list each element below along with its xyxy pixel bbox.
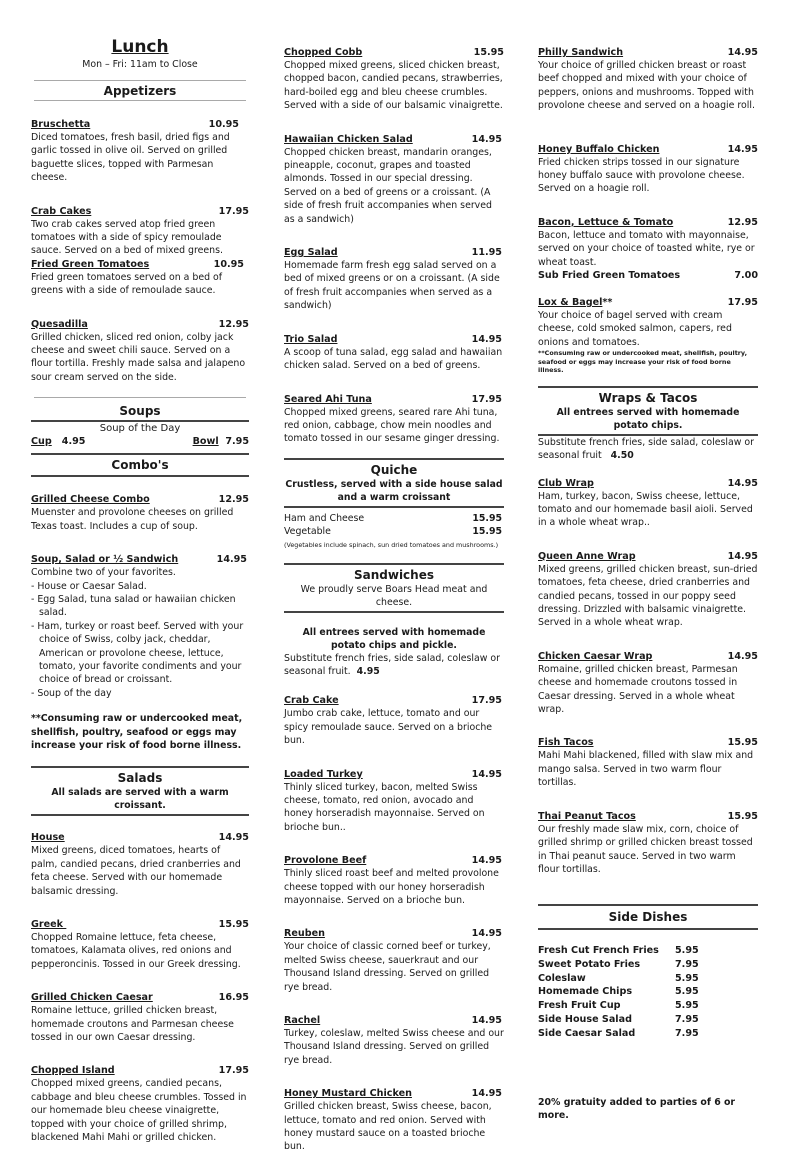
wraps-note: All entrees served with homemade potato chips. [556, 406, 740, 431]
menu-item [538, 477, 758, 530]
item-description: Mixed greens, diced tomatoes, hearts of palm, candied pecans, dried cranberries and feta cheese. Served with our homemade balsamic dressing. [31, 845, 241, 897]
soup-prices [31, 435, 249, 449]
item-name: Quesadilla [31, 318, 88, 330]
menu-item [31, 258, 249, 298]
item-description: Mahi Mahi blackened, filled with slaw mix and mango salsa. Served in two warm flour tortillas. [538, 750, 754, 789]
item-price: 14.95 [727, 550, 758, 562]
item-name: Honey Buffalo Chicken [538, 143, 660, 155]
menu-item [31, 991, 249, 1044]
quiche-title: Quiche [370, 462, 418, 477]
sides-list [538, 944, 758, 1040]
item-price: 14.95 [471, 855, 502, 867]
quiche-list [284, 512, 504, 550]
menu-item [284, 46, 504, 113]
sandwiches-subtitle: We proudly serve Boars Head meat and cheese. [300, 583, 488, 608]
menu-item [538, 296, 758, 375]
health-warning-small: **Consuming raw or undercooked meat, shellfish, poultry, seafood or eggs may increase your risk of food borne illness. [538, 349, 747, 375]
gratuity-note: 20% gratuity added to parties of 6 or more. [538, 1097, 736, 1122]
item-name: Hawaiian Chicken Salad [284, 133, 413, 145]
substitute-text: Substitute french fries, side salad, coleslaw or seasonal fruit [538, 436, 754, 462]
item-name: Lox & Bagel [538, 297, 603, 309]
divider [34, 100, 246, 101]
item-description: Bacon, lettuce and tomato with mayonnaise, served on your choice of toasted white, rye or wheat toast. [538, 229, 755, 268]
page-title: Lunch [111, 37, 169, 57]
item-price: 15.95 [472, 512, 502, 524]
item-description: Grilled chicken breast, Swiss cheese, bacon, lettuce, tomato and red onion. Served with honey mustard sauce on a toasted brioche bun. [284, 1101, 492, 1153]
cup-price: 4.95 [61, 436, 86, 448]
item-name: Club Wrap [538, 477, 594, 489]
item-description: Homemade farm fresh egg salad served on a bed of mixed greens or on a croissant. (A side of fresh fruit accompanies when served as a sandwich) [284, 260, 500, 312]
item-name: Bruschetta [31, 119, 91, 130]
substitute-text: Substitute french fries, side salad, coleslaw or seasonal fruit. [284, 652, 500, 677]
item-price: 11.95 [471, 247, 502, 259]
sandwiches-note: All entrees served with homemade potato chips and pickle. [302, 626, 486, 651]
item-price: 17.95 [218, 205, 249, 217]
item-price: 17.95 [471, 695, 502, 707]
item-name: Philly Sandwich [538, 47, 624, 58]
item-price: 14.95 [727, 143, 758, 155]
divider [34, 397, 246, 398]
quiche-header [284, 458, 504, 508]
item-description: Your choice of grilled chicken breast or roast beef chopped and mixed with your choice of peppers, onions and mushrooms. Topped with provolone cheese and served on a hoagie roll. [538, 60, 755, 112]
cup-label: Cup [31, 436, 52, 448]
quiche-note: Crustless, served with a side house salad and a warm croissant [285, 478, 503, 503]
menu-item [31, 205, 249, 258]
item-price: 17.95 [471, 393, 502, 405]
item-name: Crab Cakes [31, 205, 92, 217]
menu-item [31, 493, 249, 533]
substitute-note [538, 436, 758, 463]
item-name: Provolone Beef [284, 855, 367, 867]
item-price: 14.95 [471, 333, 502, 345]
hours-text: Mon – Fri: 11am to Close [82, 59, 198, 70]
item-price: 17.95 [727, 297, 758, 309]
menu-item [284, 768, 504, 835]
item-name: House [31, 832, 65, 844]
item-price: 12.95 [218, 494, 249, 506]
menu-column-1 [31, 0, 249, 1144]
item-description: Combine two of your favorites. [31, 567, 176, 579]
soup-of-day: Soup of the Day [99, 423, 181, 435]
item-description: Mixed greens, grilled chicken breast, sun-dried tomatoes, feta cheese, dried cranberries and candied pecans, tossed in our poppy seed dressing. Drizzled with balsamic vinaigrette. Served in a whole wheat wrap. [538, 563, 758, 629]
sub-fgt-price: 7.00 [734, 270, 758, 282]
divider [34, 80, 246, 81]
item-price: 15.95 [727, 810, 758, 822]
item-description: Chopped mixed greens, candied pecans, cabbage and bleu cheese crumbles. Tossed in our homemade bleu cheese vinaigrette, topped with your choice of grilled shrimp, blackened Mahi Mahi or grilled chicken. [31, 1078, 247, 1144]
item-description: Two crab cakes served atop fried green tomatoes with a side of spicy remoulade sauce. Served on a bed of mixed greens. [31, 218, 223, 257]
item-description: Your choice of classic corned beef or turkey, melted Swiss cheese, sauerkraut and our Thousand Island dressing. Served on grilled rye bread. [284, 941, 491, 993]
item-description: Muenster and provolone cheeses on grilled Texas toast. Includes a cup of soup. [31, 507, 234, 532]
menu-header [31, 37, 249, 71]
item-name: Ham and Cheese [284, 512, 365, 524]
item-name: Queen Anne Wrap [538, 550, 636, 562]
item-price: 12.95 [218, 318, 249, 330]
item-description: Fried green tomatoes served on a bed of greens with a side of remoulade sauce. [31, 271, 223, 297]
menu-item [284, 333, 504, 373]
bowl-price: 7.95 [225, 436, 249, 448]
item-name: Greek [31, 919, 67, 930]
item-description: Thinly sliced roast beef and melted provolone cheese topped with our honey horseradish mayonnaise. Served on a brioche bun. [284, 868, 499, 906]
item-description: Chopped chicken breast, mandarin oranges, pineapple, coconut, grapes and toasted almonds. Tossed in our special dressing. Served on a bed of greens or a croissant. (A side of fresh fruit accompanies when served as a sandwich) [284, 146, 492, 225]
item-price: 16.95 [218, 992, 249, 1004]
menu-item [284, 1014, 504, 1067]
item-price: 14.95 [727, 477, 758, 489]
item-name: Crab Cake [284, 695, 339, 707]
item-description: A scoop of tuna salad, egg salad and hawaiian chicken salad. Served on a bed of greens. [284, 346, 503, 372]
salads-note: All salads are served with a warm croissant. [51, 787, 229, 812]
menu-column-3 [538, 0, 758, 1132]
list-item: - Egg Salad, tuna salad or hawaiian chicken salad. [31, 593, 236, 619]
menu-item [284, 133, 504, 226]
salads-header [31, 766, 249, 816]
item-price: 15.95 [472, 526, 502, 538]
combo-options-list [31, 580, 249, 701]
item-price: 15.95 [218, 919, 249, 930]
item-price: 15.95 [473, 47, 504, 58]
menu-item [31, 1064, 249, 1144]
quiche-footnote: (Vegetables include spinach, sun dried tomatoes and mushrooms.) [284, 540, 499, 549]
item-name: Soup, Salad or ½ Sandwich [31, 554, 179, 566]
list-item: Side House Salad 7.95 [538, 1013, 699, 1025]
appetizers-title: Appetizers [103, 84, 177, 98]
item-description: Romaine lettuce, grilled chicken breast, homemade croutons and Parmesan cheese tossed in our own Caesar dressing. [31, 1005, 234, 1044]
salads-title: Salads [117, 771, 163, 786]
menu-item [284, 854, 504, 907]
combos-header [31, 453, 249, 477]
item-name: Chopped Cobb [284, 47, 363, 58]
list-item: - House or Caesar Salad. [31, 580, 147, 592]
item-name: Honey Mustard Chicken [284, 1088, 412, 1100]
item-name: Chicken Caesar Wrap [538, 650, 653, 662]
menu-item [31, 831, 249, 898]
list-item: - Ham, turkey or roast beef. Served with your choice of Swiss, colby jack, cheddar, American or provolone cheese, lettuce, tomato, your favorite condiments and your choice of bread or croissant. [31, 620, 244, 686]
item-price: 14.95 [218, 832, 249, 844]
item-description: Your choice of bagel served with cream cheese, cold smoked salmon, capers, red onions and tomatoes. [538, 310, 732, 348]
bowl-label: Bowl [192, 436, 219, 448]
item-name: Grilled Cheese Combo [31, 494, 150, 506]
menu-item [284, 1087, 504, 1154]
wraps-title: Wraps & Tacos [598, 390, 698, 405]
divider [538, 928, 758, 930]
item-name: Loaded Turkey [284, 768, 363, 780]
item-description: Diced tomatoes, fresh basil, dried figs and garlic tossed in olive oil. Served on grilled baguette slices, topped with Parmesan cheese. [31, 132, 230, 184]
item-price: 10.95 [208, 119, 239, 130]
menu-item [31, 918, 249, 971]
substitute-note [284, 652, 504, 679]
item-name: Reuben [284, 928, 325, 940]
item-description: Turkey, coleslaw, melted Swiss cheese and our Thousand Island dressing. Served on grilled rye bread. [284, 1028, 504, 1066]
list-item: Homemade Chips 5.95 [538, 986, 699, 998]
menu-column-2 [284, 0, 504, 1154]
menu-item [538, 46, 758, 113]
divider [538, 904, 758, 906]
item-description: Chopped mixed greens, seared rare Ahi tuna, red onion, cabbage, chow mein noodles and tomato tossed in our sesame ginger dressing. [284, 406, 500, 445]
item-name: Fried Green Tomatoes [31, 258, 150, 270]
menu-item [538, 650, 758, 717]
item-name-suffix: ** [602, 297, 613, 309]
sub-fgt-name: Sub Fried Green Tomatoes [538, 270, 681, 282]
sandwiches-header [284, 563, 504, 613]
menu-item [538, 810, 758, 877]
sides-title: Side Dishes [608, 910, 688, 925]
item-price: 14.95 [471, 1088, 502, 1100]
item-description: Romaine, grilled chicken breast, Parmesan cheese and homemade croutons tossed in Caesar dressing. Served in a whole wheat wrap. [538, 663, 738, 716]
item-price: 14.95 [727, 47, 758, 58]
menu-item [31, 553, 249, 700]
item-name: Chopped Island [31, 1065, 115, 1077]
wraps-header [538, 386, 758, 436]
item-description: Jumbo crab cake, lettuce, tomato and our spicy remoulade sauce. Served on a brioche bun. [284, 708, 493, 747]
list-item: Coleslaw 5.95 [538, 972, 699, 984]
item-price: 14.95 [471, 133, 502, 145]
item-price: 12.95 [727, 216, 758, 228]
item-name: Trio Salad [284, 333, 338, 345]
item-name: Bacon, Lettuce & Tomato [538, 216, 674, 228]
menu-item [538, 143, 758, 196]
item-price: 17.95 [218, 1065, 249, 1077]
item-price: 14.95 [471, 1015, 502, 1027]
item-price: 14.95 [471, 768, 502, 780]
item-name: Grilled Chicken Caesar [31, 992, 153, 1004]
item-description: Our freshly made slaw mix, corn, choice of grilled shrimp or grilled chicken breast tossed in Thai peanut sauce. Served in two warm flour tortillas. [538, 823, 753, 875]
substitute-price: 4.50 [610, 450, 634, 462]
menu-item [31, 318, 249, 385]
item-description: Grilled chicken, sliced red onion, colby jack cheese and sweet chili sauce. Served on a flour tortilla. Freshly made salsa and jalapeno sour cream served on the side. [31, 331, 246, 383]
menu-item [284, 246, 504, 313]
item-name: Thai Peanut Tacos [538, 810, 636, 822]
list-item: - Soup of the day [31, 687, 112, 699]
item-price: 14.95 [727, 650, 758, 662]
item-price: 14.95 [471, 928, 502, 940]
list-item: Fresh Fruit Cup 5.95 [538, 1000, 699, 1012]
item-name: Seared Ahi Tuna [284, 393, 372, 405]
list-item: Fresh Cut French Fries 5.95 [538, 945, 699, 957]
item-description: Fried chicken strips tossed in our signature honey buffalo sauce with provolone cheese. Served on a hoagie roll. [538, 156, 745, 195]
menu-item [284, 927, 504, 994]
item-price: 10.95 [213, 258, 244, 270]
menu-item [284, 694, 504, 747]
soups-title: Soups [119, 404, 161, 419]
substitute-price: 4.95 [356, 665, 380, 677]
menu-item [538, 550, 758, 630]
combos-title: Combo's [111, 458, 169, 473]
health-warning: **Consuming raw or undercooked meat, shellfish, poultry, seafood or eggs may increase your risk of food borne illness. [31, 713, 243, 751]
item-price: 14.95 [216, 554, 247, 566]
item-name: Vegetable [284, 526, 331, 538]
menu-item [538, 736, 758, 789]
item-name: Egg Salad [284, 247, 338, 259]
item-description: Thinly sliced turkey, bacon, melted Swiss cheese, tomato, red onion, avocado and honey horseradish mayonnaise. Served on brioche bun.. [284, 781, 485, 833]
menu-item [284, 393, 504, 446]
list-item: Sweet Potato Fries 7.95 [538, 959, 699, 971]
item-description: Ham, turkey, bacon, Swiss cheese, lettuce, tomato and our homemade basil aioli. Served in a whole wheat wrap.. [538, 490, 753, 529]
item-name: Fish Tacos [538, 737, 594, 749]
menu-item [538, 216, 758, 282]
list-item: Side Caesar Salad 7.95 [538, 1027, 699, 1039]
sandwiches-title: Sandwiches [353, 567, 434, 582]
item-description: Chopped mixed greens, sliced chicken breast, chopped bacon, candied pecans, strawberries, hard-boiled egg and bleu cheese crumbles. Served with a side of our balsamic vinaigrette. [284, 60, 503, 112]
item-name: Rachel [284, 1015, 321, 1027]
item-description: Chopped Romaine lettuce, feta cheese, tomatoes, Kalamata olives, red onions and pepperoncinis. Tossed in our Greek dressing. [31, 932, 241, 970]
item-price: 15.95 [727, 737, 758, 749]
menu-item [31, 118, 249, 185]
